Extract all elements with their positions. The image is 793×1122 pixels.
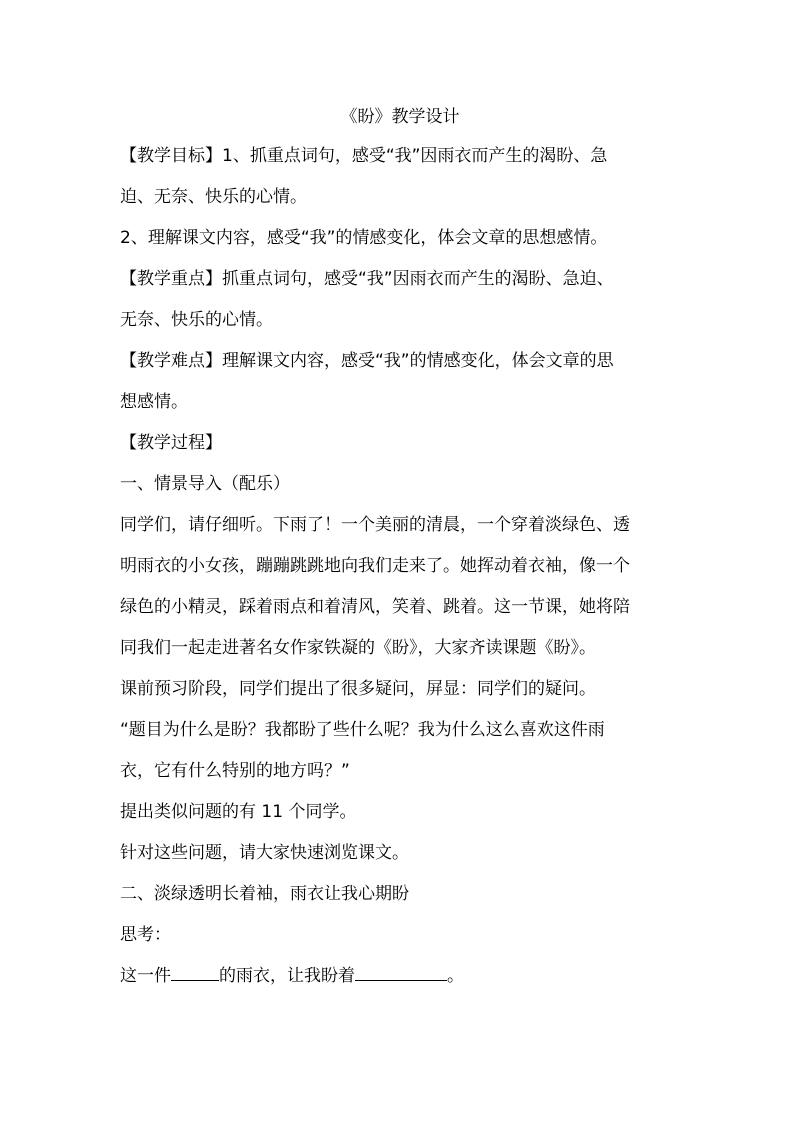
intro-paragraph-line-1: 同学们，请仔细听。下雨了！一个美丽的清晨，一个穿着淡绿色、透 (120, 515, 630, 535)
teaching-process-heading: 【教学过程】 (120, 433, 222, 453)
fill-in-blank-line (120, 956, 680, 997)
browse-instruction-line: 针对这些问题，请大家快速浏览课文。 (120, 843, 409, 863)
fill-text-part-3: 。 (447, 966, 464, 986)
teaching-key-line-1: 【教学重点】抓重点词句，感受“我”因雨衣而产生的渴盼、急迫、 (120, 269, 614, 289)
teaching-key-line-2: 无奈、快乐的心情。 (120, 310, 273, 330)
teaching-goals-line-2: 迫、无奈、快乐的心情。 (120, 187, 307, 207)
think-label: 思考： (120, 925, 171, 945)
intro-paragraph-line-2: 明雨衣的小女孩，蹦蹦跳跳地向我们走来了。她挥动着衣袖，像一个 (120, 556, 630, 576)
document-title: 《盼》教学设计 (340, 107, 460, 127)
teaching-goals-line-3: 2、理解课文内容，感受“我”的情感变化，体会文章的思想感情。 (120, 228, 608, 248)
question-line-2: 衣，它有什么特别的地方吗？” (120, 761, 350, 781)
question-count-line: 提出类似问题的有 11 个同学。 (120, 802, 357, 822)
fill-text-part-2: 的雨衣，让我盼着 (219, 966, 355, 986)
fill-text-part-1: 这一件 (120, 966, 171, 986)
teaching-difficulty-line-1: 【教学难点】理解课文内容，感受“我”的情感变化，体会文章的思 (120, 351, 614, 371)
intro-paragraph-line-4: 同我们一起走进著名女作家铁凝的《盼》，大家齐读课题《盼》。 (120, 638, 596, 658)
question-line-1: “题目为什么是盼？我都盼了些什么呢？我为什么这么喜欢这件雨 (120, 720, 605, 740)
section-2-heading: 二、淡绿透明长着袖，雨衣让我心期盼 (120, 884, 409, 904)
intro-paragraph-line-3: 绿色的小精灵，踩着雨点和着清风，笑着、跳着。这一节课，她将陪 (120, 597, 630, 617)
teaching-goals-line-1: 【教学目标】1、抓重点词句，感受“我”因雨衣而产生的渴盼、急 (120, 146, 608, 166)
preview-paragraph: 课前预习阶段，同学们提出了很多疑问，屏显：同学们的疑问。 (120, 679, 596, 699)
blank-short (171, 963, 219, 981)
blank-long (355, 963, 447, 981)
document-page (120, 100, 680, 997)
section-1-heading: 一、情景导入（配乐） (120, 474, 290, 494)
teaching-difficulty-line-2: 想感情。 (120, 392, 188, 412)
